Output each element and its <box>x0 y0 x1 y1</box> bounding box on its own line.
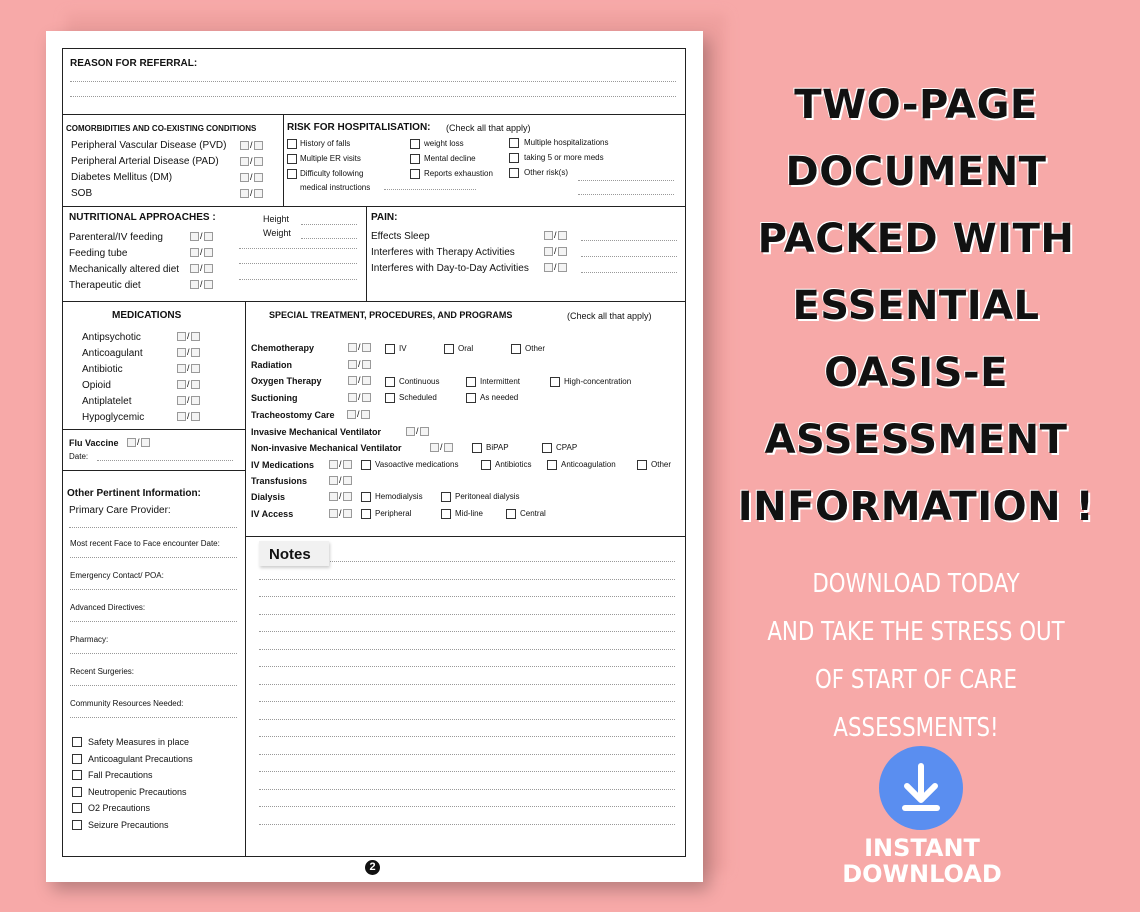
risk-checkbox[interactable] <box>287 169 297 179</box>
medications-title: MEDICATIONS <box>112 310 182 321</box>
medication-label: Hypoglycemic <box>82 412 145 423</box>
precaution-label: Safety Measures in place <box>88 737 190 747</box>
treatment-label: Non-invasive Mechanical Ventilator <box>251 443 402 453</box>
other-title: Other Pertinent Information: <box>67 488 201 499</box>
comorbidities-title: COMORBIDITIES AND CO-EXISTING CONDITIONS <box>66 124 257 133</box>
headline-line: DOCUMENT <box>785 149 1047 195</box>
subtext-line: OF START OF CARE <box>815 665 1017 695</box>
precaution-label: Anticoagulant Precautions <box>88 753 193 764</box>
write-line <box>259 719 675 720</box>
precaution-checkbox[interactable] <box>72 803 82 813</box>
nutrition-yes-no[interactable]: / <box>190 248 213 257</box>
nutrition-yes-no[interactable]: / <box>190 232 213 241</box>
treatment-option-checkbox[interactable] <box>466 377 476 387</box>
headline-line: TWO-PAGE <box>794 82 1038 128</box>
write-line <box>581 240 677 241</box>
treatment-option-checkbox[interactable] <box>506 509 516 519</box>
treatment-yes-no[interactable]: / <box>329 476 352 485</box>
write-line <box>578 194 674 195</box>
treatment-option-label: As needed <box>480 393 519 402</box>
treatment-option-label: Vasoactive medications <box>375 460 459 469</box>
headline-line: ESSENTIAL <box>792 283 1040 329</box>
precaution-checkbox[interactable] <box>72 770 82 780</box>
treatment-option-label: Peritoneal dialysis <box>455 492 520 501</box>
medication-yes-no[interactable]: / <box>177 348 200 357</box>
notes-label: Notes <box>259 541 329 566</box>
treatment-option-label: Other <box>651 460 672 469</box>
risk-checkbox[interactable] <box>287 139 297 149</box>
precaution-checkbox[interactable] <box>72 754 82 764</box>
treatment-option-label: BiPAP <box>486 443 509 452</box>
precaution-checkbox[interactable] <box>72 787 82 797</box>
treatment-option-checkbox[interactable] <box>385 377 395 387</box>
treatment-label: Transfusions <box>251 476 308 486</box>
comorbidity-label: Peripheral Vascular Disease (PVD) <box>71 140 227 151</box>
flu-label: Flu Vaccine <box>69 438 119 448</box>
special-title: SPECIAL TREATMENT, PROCEDURES, AND PROGRAMS <box>269 310 513 320</box>
subtext-line: ASSESSMENTS! <box>833 713 999 743</box>
info-field-label: Most recent Face to Face encounter Date: <box>70 539 220 548</box>
treatment-option-checkbox[interactable] <box>542 443 552 453</box>
special-note: (Check all that apply) <box>567 311 652 321</box>
risk-checkbox[interactable] <box>410 154 420 164</box>
write-line <box>239 263 357 264</box>
treatment-yes-no[interactable]: / <box>329 509 352 518</box>
badge-line: DOWNLOAD <box>842 860 1002 888</box>
referral-line <box>70 96 676 97</box>
write-line <box>239 279 357 280</box>
write-line <box>581 272 677 273</box>
treatment-yes-no[interactable]: / <box>347 410 370 419</box>
treatment-yes-no[interactable]: / <box>348 393 371 402</box>
treatment-label: Suctioning <box>251 393 298 403</box>
risk-checkbox[interactable] <box>509 168 519 178</box>
weight-line <box>301 238 357 239</box>
divider <box>63 114 685 115</box>
treatment-option-checkbox[interactable] <box>361 460 371 470</box>
treatment-option-checkbox[interactable] <box>361 492 371 502</box>
write-line <box>259 614 675 615</box>
divider <box>63 206 685 207</box>
treatment-option-label: CPAP <box>556 443 578 452</box>
medication-label: Antiplatelet <box>82 396 132 407</box>
write-line <box>239 248 357 249</box>
treatment-label: Oxygen Therapy <box>251 376 322 386</box>
risk-checkbox[interactable] <box>509 153 519 163</box>
nutrition-title: NUTRITIONAL APPROACHES : <box>69 212 216 223</box>
info-field-label: Recent Surgeries: <box>70 667 135 676</box>
subtext-line: AND TAKE THE STRESS OUT <box>767 617 1065 647</box>
referral-title: REASON FOR REFERRAL: <box>70 58 198 69</box>
comorbidity-label: SOB <box>71 188 93 199</box>
write-line <box>70 653 237 654</box>
nutrition-label: Mechanically altered diet <box>69 264 180 275</box>
write-line <box>259 684 675 685</box>
info-field-label: Community Resources Needed: <box>70 699 184 708</box>
precaution-label: Seizure Precautions <box>88 819 169 830</box>
treatment-option-checkbox[interactable] <box>441 509 451 519</box>
treatment-option-label: IV <box>399 344 407 353</box>
treatment-option-label: Oral <box>458 344 474 353</box>
treatment-option-label: Intermittent <box>480 377 521 386</box>
write-line <box>259 754 675 755</box>
treatment-option-checkbox[interactable] <box>550 377 560 387</box>
write-line <box>259 666 675 667</box>
medication-label: Anticoagulant <box>82 348 143 359</box>
pain-yes-no[interactable]: / <box>544 263 567 272</box>
precaution-checkbox[interactable] <box>72 820 82 830</box>
treatment-option-label: Antibiotics <box>495 460 532 469</box>
info-field-label: Emergency Contact/ POA: <box>70 571 164 580</box>
write-line <box>259 789 675 790</box>
write-line <box>70 557 237 558</box>
primary-care-line <box>69 527 237 528</box>
write-line <box>259 579 675 580</box>
nutrition-label: Feeding tube <box>69 248 128 259</box>
pain-label: Effects Sleep <box>371 231 430 242</box>
risk-label: taking 5 or more meds <box>524 153 604 162</box>
referral-line <box>70 81 676 82</box>
treatment-option-label: Anticoagulation <box>561 460 616 469</box>
pain-yes-no[interactable]: / <box>544 231 567 240</box>
treatment-label: Radiation <box>251 360 293 370</box>
treatment-yes-no[interactable]: / <box>348 376 371 385</box>
headline-line: ASSESSMENT <box>764 417 1068 463</box>
precaution-checkbox[interactable] <box>72 737 82 747</box>
treatment-label: IV Medications <box>251 460 315 470</box>
risk-label: medical instructions <box>300 183 371 192</box>
pain-yes-no[interactable]: / <box>544 247 567 256</box>
treatment-option-label: Peripheral <box>375 509 412 518</box>
nutrition-label: Parenteral/IV feeding <box>69 232 163 243</box>
treatment-yes-no[interactable]: / <box>348 343 371 352</box>
pain-label: Interferes with Therapy Activities <box>371 247 515 258</box>
promo-subtext <box>763 560 1068 752</box>
divider <box>63 470 245 471</box>
treatment-option-checkbox[interactable] <box>637 460 647 470</box>
risk-label: Difficulty following <box>300 169 364 178</box>
risk-label: weight loss <box>424 139 464 148</box>
precaution-label: Fall Precautions <box>88 770 153 780</box>
flu-date-label: Date: <box>69 452 89 461</box>
medication-yes-no[interactable]: / <box>177 380 200 389</box>
info-field-label: Pharmacy: <box>70 635 109 644</box>
risk-label: Reports exhaustion <box>424 169 493 178</box>
comorbidity-label: Peripheral Arterial Disease (PAD) <box>71 156 219 167</box>
treatment-option-checkbox[interactable] <box>441 492 451 502</box>
instant-download-badge <box>730 835 1114 887</box>
comorbidity-label: Diabetes Mellitus (DM) <box>71 172 173 183</box>
risk-label: Mental decline <box>424 154 476 163</box>
nutrition-yes-no[interactable]: / <box>190 264 213 273</box>
write-line <box>70 589 237 590</box>
promo-panel <box>730 0 1140 912</box>
write-line <box>259 596 675 597</box>
risk-checkbox[interactable] <box>287 154 297 164</box>
badge-line: INSTANT <box>864 834 980 862</box>
divider <box>63 429 245 430</box>
treatment-yes-no[interactable]: / <box>329 492 352 501</box>
treatment-label: Invasive Mechanical Ventilator <box>251 427 382 437</box>
nutrition-label: Therapeutic diet <box>69 280 141 291</box>
write-line <box>384 189 476 190</box>
risk-note: (Check all that apply) <box>446 123 531 133</box>
treatment-label: IV Access <box>251 509 294 519</box>
risk-label: Other risk(s) <box>524 168 568 177</box>
treatment-option-checkbox[interactable] <box>444 344 454 354</box>
treatment-yes-no[interactable]: / <box>348 360 371 369</box>
treatment-label: Chemotherapy <box>251 343 315 353</box>
medication-yes-no[interactable]: / <box>177 396 200 405</box>
primary-care-label: Primary Care Provider: <box>69 505 171 516</box>
write-line <box>259 736 675 737</box>
treatment-option-label: Scheduled <box>399 393 437 402</box>
write-line <box>259 771 675 772</box>
flu-yes-no[interactable]: / <box>127 438 150 447</box>
risk-title: RISK FOR HOSPITALISATION: <box>287 122 431 133</box>
treatment-option-checkbox[interactable] <box>547 460 557 470</box>
treatment-option-checkbox[interactable] <box>385 393 395 403</box>
medication-label: Antipsychotic <box>82 332 141 343</box>
write-line <box>581 256 677 257</box>
treatment-label: Dialysis <box>251 492 286 502</box>
promo-headline <box>730 72 1102 541</box>
treatment-yes-no[interactable]: / <box>406 427 429 436</box>
risk-label: History of falls <box>300 139 351 148</box>
treatment-option-checkbox[interactable] <box>511 344 521 354</box>
pain-title: PAIN: <box>371 212 398 223</box>
treatment-option-checkbox[interactable] <box>385 344 395 354</box>
treatment-option-label: Mid-line <box>455 509 484 518</box>
write-line <box>259 824 675 825</box>
divider <box>245 536 685 537</box>
risk-checkbox[interactable] <box>509 138 519 148</box>
treatment-option-label: Central <box>520 509 546 518</box>
write-line <box>70 717 237 718</box>
risk-checkbox[interactable] <box>410 169 420 179</box>
treatment-option-checkbox[interactable] <box>361 509 371 519</box>
divider <box>366 206 367 301</box>
weight-label: Weight <box>263 228 291 238</box>
page-number: 2 <box>365 860 380 875</box>
write-line <box>259 806 675 807</box>
headline-line: PACKED WITH <box>757 216 1075 262</box>
write-line <box>70 621 237 622</box>
write-line <box>259 631 675 632</box>
height-line <box>301 224 357 225</box>
height-label: Height <box>263 214 290 224</box>
treatment-option-label: Other <box>525 344 546 353</box>
treatment-option-checkbox[interactable] <box>466 393 476 403</box>
divider <box>245 301 246 856</box>
comorbidity-yes-no[interactable]: / <box>240 157 263 166</box>
subtext-line: DOWNLOAD TODAY <box>812 569 1020 599</box>
comorbidity-yes-no[interactable]: / <box>240 189 263 198</box>
write-line <box>70 685 237 686</box>
nutrition-yes-no[interactable]: / <box>190 280 213 289</box>
write-line <box>259 701 675 702</box>
treatment-option-checkbox[interactable] <box>481 460 491 470</box>
pain-label: Interferes with Day-to-Day Activities <box>371 263 529 274</box>
precaution-label: Neutropenic Precautions <box>88 786 187 797</box>
download-arrow-icon[interactable] <box>879 746 963 830</box>
treatment-option-label: Continuous <box>399 377 440 386</box>
headline-line: OASIS-E <box>824 350 1008 396</box>
risk-checkbox[interactable] <box>410 139 420 149</box>
medication-label: Antibiotic <box>82 364 123 375</box>
treatment-yes-no[interactable]: / <box>430 443 453 452</box>
form-frame <box>62 48 686 857</box>
document-page <box>46 31 703 882</box>
medication-label: Opioid <box>82 380 111 391</box>
write-line <box>259 649 675 650</box>
divider <box>63 301 685 302</box>
risk-label: Multiple ER visits <box>300 154 361 163</box>
treatment-yes-no[interactable]: / <box>329 460 352 469</box>
precaution-label: O2 Precautions <box>88 803 151 813</box>
write-line <box>578 180 674 181</box>
flu-date-line <box>97 460 233 461</box>
divider <box>283 114 284 206</box>
comorbidity-yes-no[interactable]: / <box>240 141 263 150</box>
treatment-option-checkbox[interactable] <box>472 443 482 453</box>
treatment-option-label: High-concentration <box>564 377 632 386</box>
comorbidity-yes-no[interactable]: / <box>240 173 263 182</box>
medication-yes-no[interactable]: / <box>177 332 200 341</box>
treatment-option-label: Hemodialysis <box>375 492 423 501</box>
headline-line: INFORMATION ! <box>737 484 1095 530</box>
medication-yes-no[interactable]: / <box>177 412 200 421</box>
treatment-label: Tracheostomy Care <box>251 410 335 420</box>
risk-label: Multiple hospitalizations <box>524 138 609 147</box>
info-field-label: Advanced Directives: <box>70 603 146 612</box>
medication-yes-no[interactable]: / <box>177 364 200 373</box>
